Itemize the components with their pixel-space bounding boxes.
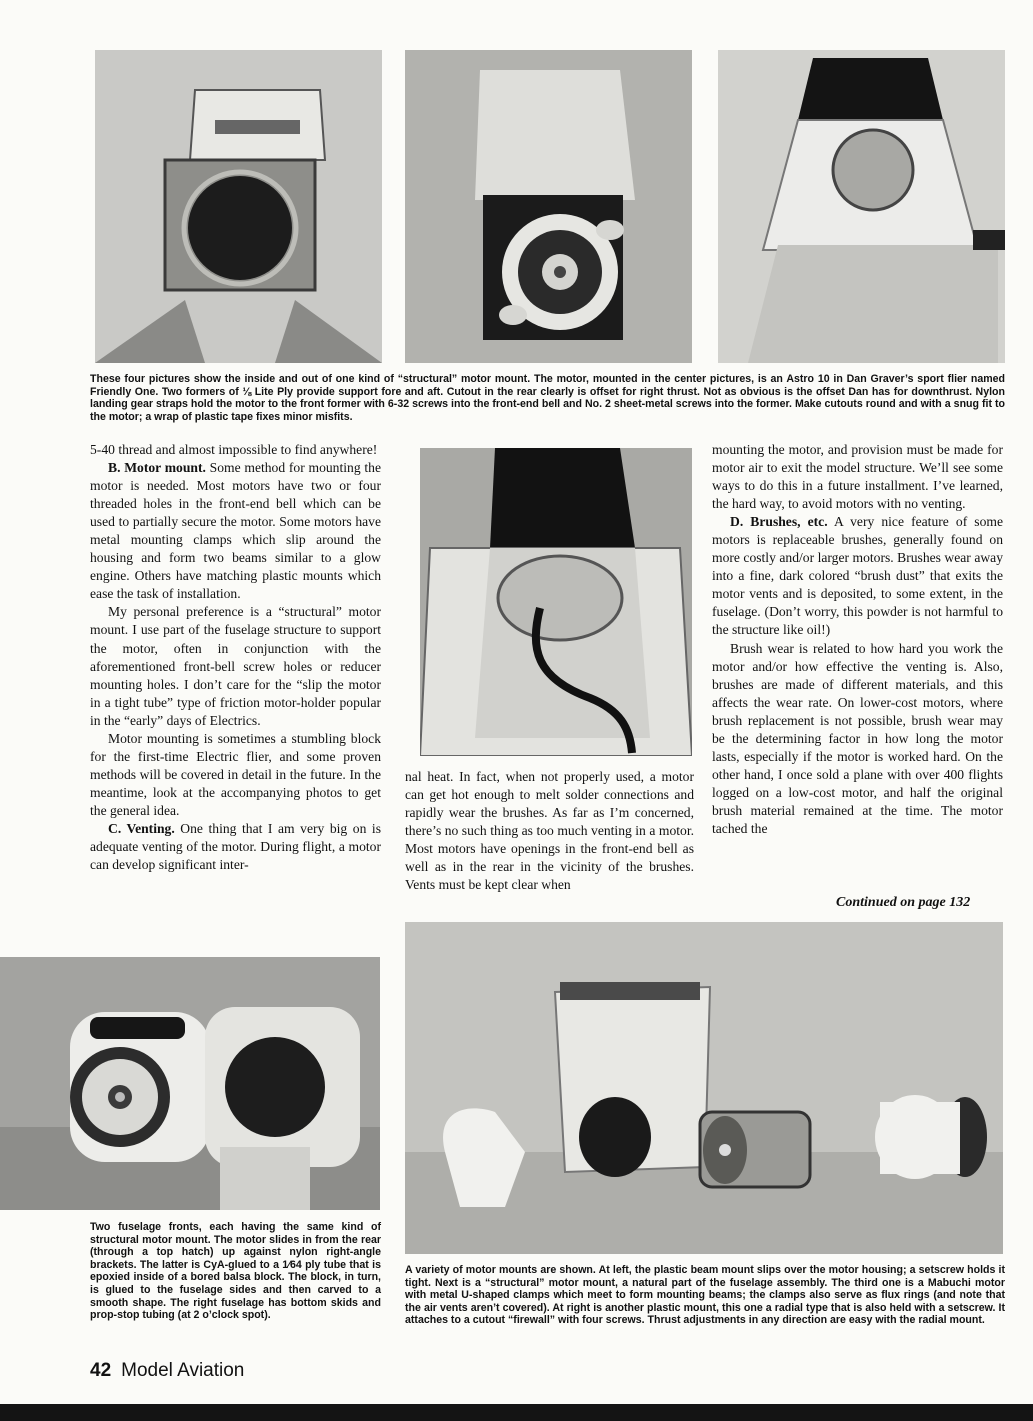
subhead-venting: C. Venting. — [108, 820, 175, 836]
photo-motor-mount-front-former — [95, 50, 382, 363]
page-number: 42 — [90, 1360, 112, 1381]
article-column-3 — [712, 441, 1003, 838]
article-column-2 — [405, 768, 694, 894]
paragraph: Motor mounting is sometimes a stumbling block for the first-time Electric flier, and some proven methods will be covered in detail in the future. In the meantime, look at the accompanying photos to get the general idea. — [90, 730, 381, 818]
caption-fuselage-fronts: Two fuselage fronts, each having the same kind of structural motor mount. The motor slides in from the rear (through a top hatch) up against nylon right-angle brackets. The latter is CyA-glued to a 1⁄64 ply tube that is epoxied inside of a bored balsa block. The block, in turn, is glued to the fuselage sides and then carved to a smooth shape. The right fuselage has bottom skids and prop-stop tubing (at 2 o’clock spot). — [90, 1221, 381, 1322]
paragraph-brushes — [712, 513, 1003, 639]
paragraph: Brush wear is related to how hard you work the motor and/or how effective the venting is. Also, brushes are made of different materials, and this affects the wear rate. On lower-cost motors, where brush replacement is not possible, brush wear may be the determining factor in how long the motor lasts, especially if the motor is worked hard. On the other hand, I once sold a plane with over 400 flights logged on a low-cost motor, and half the original brush material remained at the time. The motor tached the — [712, 640, 1003, 836]
scan-edge — [0, 1404, 1033, 1421]
paragraph: My personal preference is a “structural” motor mount. I use part of the fuselage structure to support the motor, often in conjunction with the aforementioned front-bell screw holes or reducer mounting holes. I don’t care for the “slip the motor in a tight tube” type of friction motor-holder popular in the “early” days of Electrics. — [90, 604, 381, 728]
photo-rear-former-cutout — [718, 50, 1005, 363]
publication-name: Model Aviation — [121, 1360, 245, 1381]
photo-astro-10-motor-front — [405, 50, 692, 363]
photo-two-fuselage-fronts — [0, 957, 380, 1210]
paragraph-text: One thing that I am very big on is adequate venting of the motor. During flight, a motor can develop significant inter- — [90, 820, 381, 873]
photo-variety-of-motor-mounts — [405, 922, 1003, 1254]
page-footer — [90, 1360, 244, 1382]
caption-top-photos: These four pictures show the inside and out of one kind of “structural” motor mount. The motor, mounted in the center pictures, is an Astro 10 in Dan Graver’s sport flier named Friendly One. Two formers of ⅛ Lite Ply provide support fore and aft. Cutout in the rear clearly is offset for right thrust. Not as obvious is the offset Dan has for downthrust. Nylon landing gear straps hold the motor to the front former with 6-32 screws into the front-end bell and No. 2 sheet-metal screws into the former. Make cutouts round and with a snug fit to the motor; a wrap of plastic tape fixes minor misfits. — [90, 373, 1005, 423]
caption-motor-mounts-variety: A variety of motor mounts are shown. At left, the plastic beam mount slips over the motor housing; a setscrew holds it tight. Next is a “structural” motor mount, a natural part of the fuselage assembly. The third one is a Mabuchi motor with metal U-shaped clamps which meet to form mounting beams; the clamps also serve as flux rings (and note that the air vents aren’t covered). At right is another plastic mount, this one a radial type that is also held with a setscrew. It attaches to a cutout “firewall” with four screws. Thrust adjustments in any direction are easy with the radial mount. — [405, 1264, 1005, 1327]
paragraph: nal heat. In fact, when not properly used, a motor can get hot enough to melt solder connections and rapidly wear the brushes. As far as I’m concerned, there’s no such thing as too much venting in a motor. Most motors have openings in the front-end bell as well as in the rear in the vicinity of the brushes. Vents must be kept clear when — [405, 769, 694, 893]
paragraph-venting — [90, 820, 381, 874]
photo-motor-installed-with-lead — [420, 448, 692, 756]
subhead-motor-mount: B. Motor mount. — [108, 460, 206, 476]
paragraph: mounting the motor, and provision must be made for motor air to exit the model structure. We’ll see some ways to do this in a future installment. I’ve learned, the hard way, to avoid motors with no venting. — [712, 442, 1003, 512]
paragraph-text: Some method for mounting the motor is needed. Most motors have two or four threaded holes in the front-end bell which can be used to partially secure the motor. Some motors have metal mounting clamps which slip around the housing and form two beams similar to a glow engine. Others have matching plastic mounts which ease the task of installation. — [90, 460, 381, 602]
paragraph: 5-40 thread and almost impossible to find anywhere! — [90, 442, 378, 457]
article-column-1 — [90, 441, 381, 874]
subhead-brushes: D. Brushes, etc. — [730, 514, 828, 530]
paragraph-text: A very nice feature of some motors is replaceable brushes, generally found on more costly and/or larger motors. Brushes wear away into a fine, dark colored “brush dust” that exits the motor vents and is deposited, to some extent, in the fuselage. (Don’t worry, this powder is not harmful to the structure like oil!) — [712, 514, 1003, 638]
continued-on-page: Continued on page 132 — [836, 895, 971, 910]
paragraph-motor-mount — [90, 459, 381, 603]
